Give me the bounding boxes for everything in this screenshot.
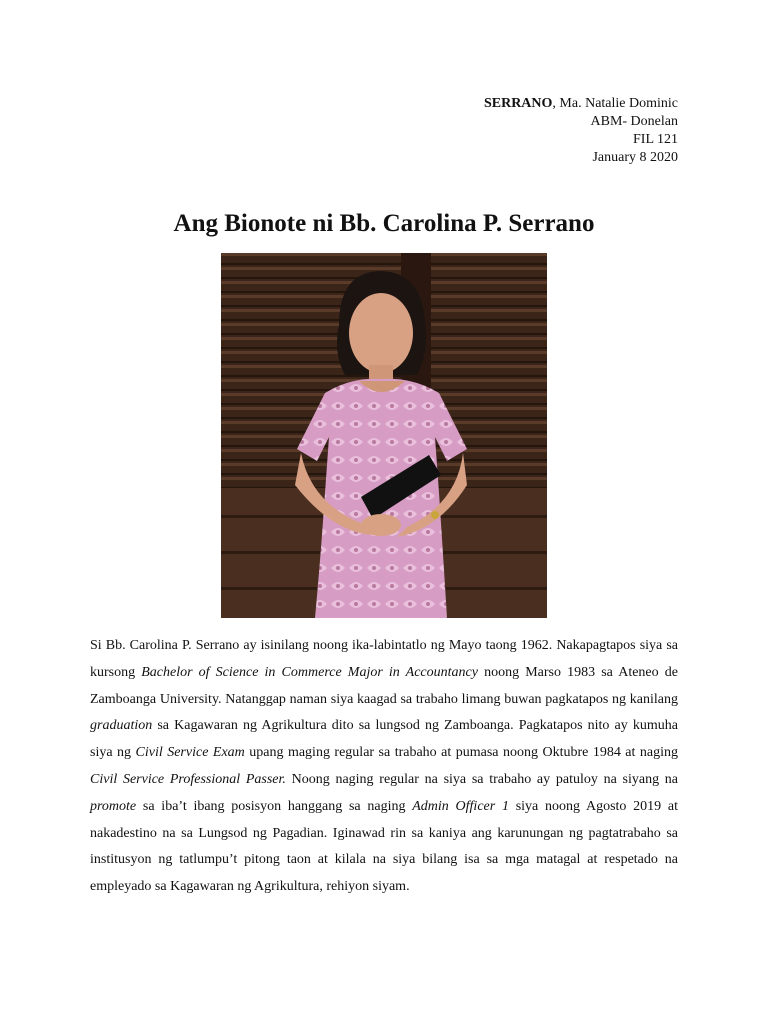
body-italic-1: Bachelor of Science in Commerce Major in Accountancy [141,664,478,680]
body-italic-3: Civil Service Exam [135,745,245,761]
body-italic-6: Admin Officer 1 [412,798,509,814]
header-block [484,95,678,167]
body-italic-2: graduation [90,718,153,734]
author-line [484,95,678,113]
body-text-1: Si Bb. Carolina P. Serrano ay isinilang noong ika-labintatlo ng Mayo taong 1962. Nakapagtapos siya sa kursong [90,638,678,680]
body-italic-5: promote [90,798,137,814]
course-line: FIL 121 [633,132,678,147]
author-given-names: , Ma. Natalie Dominic [552,96,678,111]
body-italic-4: Civil Service Professional Passer. [90,771,286,787]
bionote-paragraph [90,633,678,901]
document-title: Ang Bionote ni Bb. Carolina P. Serrano [173,210,595,237]
body-text-3: sa Kagawaran ng Agrikultura dito sa lungsod ng Zamboanga. Pagkatapos nito ay kumuha siya ng [90,718,678,761]
author-surname: SERRANO [483,96,553,111]
portrait-photo [221,253,547,618]
portrait-illustration [221,253,547,618]
body-text-2: noong Marso 1983 sa Ateneo de Zamboanga University. Natanggap naman siya kaagad sa trabaho limang buwan pagkatapos ng kanilang [90,664,678,707]
body-text-7: siya noong Agosto 2019 at nakadestino na sa Lungsod ng Pagadian. Iginawad rin sa kaniya ang karunungan ng pagtatrabaho sa institusyon ng tatlumpu’t pitong taon at kilala na siya bilang isa sa mga matagal at respetado na empleyado sa Kagawaran ng Agrikultura, rehiyon siyam. [90,798,678,895]
body-text-5: Noong naging regular na siya sa trabaho ay patuloy na siyang na [285,771,679,787]
date-line: January 8 2020 [592,150,678,165]
section-line: ABM- Donelan [590,114,678,129]
body-text-6: sa iba’t ibang posisyon hanggang sa naging [136,798,413,814]
body-text-4: upang maging regular sa trabaho at pumasa noong Oktubre 1984 at naging [244,745,678,761]
